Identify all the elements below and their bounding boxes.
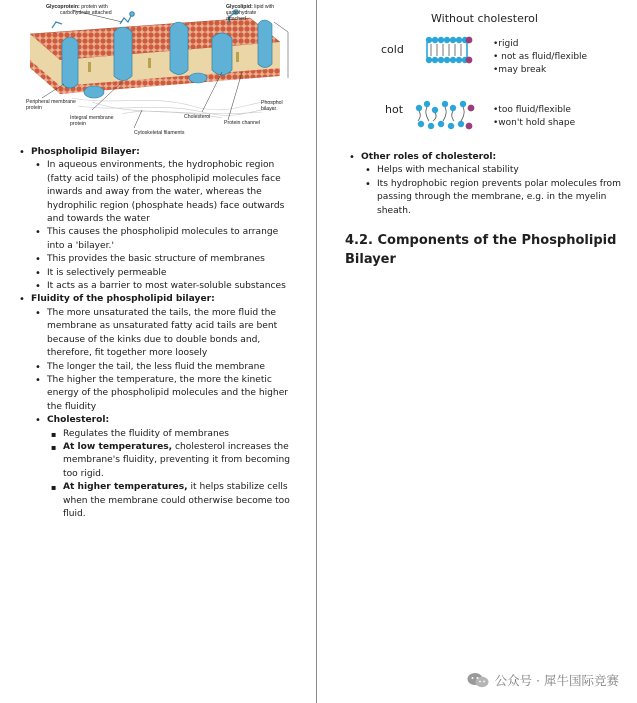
hot-label: hot (385, 103, 404, 116)
glycolipid-label: lipid with (254, 4, 275, 10)
fluid-mosaic-membrane-diagram (22, 2, 292, 140)
peripheral-protein-label-line2: protein (26, 105, 42, 111)
cholesterol-heading: Cholesterol: (47, 415, 110, 426)
glycoprotein-label: protein with (81, 4, 108, 10)
high-temp-text: it helps stabilize cells when the membrane could otherwise become too fluid. (63, 482, 290, 519)
cholesterol-sketch (317, 0, 637, 140)
cold-rigid-phospholipids (426, 37, 473, 64)
cold-note-may-break: •may break (493, 65, 547, 75)
list-item (47, 441, 295, 481)
glycoprotein-label-bold: Glycoprotein: (46, 4, 80, 10)
cholesterol-label: Cholesterol (184, 114, 211, 120)
protein-channel-label: Protein channel (224, 120, 261, 126)
list-item (349, 151, 631, 218)
list-item: • Helps with mechanical stability (361, 164, 631, 177)
bilayer-heading: Phospholipid Bilayer: (31, 147, 140, 157)
hot-note-too-fluid: •too fluid/flexible (493, 105, 571, 115)
list-item (31, 414, 295, 521)
list-item: • This provides the basic structure of membranes (31, 253, 295, 266)
list-item: • Its hydrophobic region prevents polar molecules from passing through the membrane, e.g. in the myelin sheath. (361, 178, 631, 218)
left-notes (19, 146, 295, 521)
list-item: • The more unsaturated the tails, the more fluid the membrane as unsaturated fatty acid tails are bent because of the kinks due to double bonds and, therefore, fit together more loosely (31, 307, 295, 361)
glycolipid-label-bold: Glycolipid: (226, 4, 253, 10)
glycoprotein-label-line2: carbohydrate attached (60, 10, 112, 16)
list-item: • It is selectively permeable (31, 267, 295, 280)
high-temp-bold: At higher temperatures, (63, 482, 188, 493)
list-item: • In aqueous environments, the hydrophobic region (fatty acid tails) of the phospholipid molecules face inwards and away from the water, whereas the hydrophilic region (phosphate heads) face outwards and towards the water (31, 159, 295, 226)
section-heading: 4.2. Components of the Phospholipid Bilayer (345, 233, 617, 267)
list-item: • The higher the temperature, the more the kinetic energy of the phospholipid molecules and the higher the fluidity (31, 374, 295, 414)
list-item: • This causes the phospholipid molecules to arrange into a 'bilayer.' (31, 226, 295, 253)
low-temp-bold: At low temperatures, (63, 441, 173, 452)
cold-note-not-fluid: • not as fluid/flexible (493, 52, 588, 62)
watermark (467, 671, 619, 689)
list-item (19, 146, 295, 293)
glycolipid-label-line3: attached (226, 16, 246, 22)
right-column (317, 0, 637, 703)
sketch-title: Without cholesterol (431, 12, 538, 25)
list-item: ▪ Regulates the fluidity of membranes (47, 428, 295, 441)
integral-protein-label-line2: protein (70, 121, 86, 127)
list-item: • It acts as a barrier to most water-soluble substances (31, 280, 295, 293)
list-item (19, 293, 295, 521)
left-column (0, 0, 316, 703)
peripheral-protein-label: Peripheral membrane (26, 99, 76, 105)
list-item (47, 481, 295, 521)
integral-protein-label: Integral membrane (70, 115, 114, 121)
phospholipid-bilayer-label-line2: bilayer (261, 106, 277, 112)
glycolipid-label-line2: carbohydrate (226, 10, 257, 16)
cold-label: cold (381, 43, 404, 56)
watermark-text: 公众号 · 犀牛国际竞赛 (494, 673, 619, 688)
phospholipid-bilayer-label: Phosphol (261, 100, 283, 106)
wechat-icon (467, 672, 489, 688)
cold-note-rigid: •rigid (493, 39, 519, 49)
hot-fluid-phospholipids (416, 101, 475, 130)
fluidity-heading: Fluidity of the phospholipid bilayer: (31, 294, 215, 305)
cytoskeletal-filaments-label: Cytoskeletal filaments (134, 130, 185, 136)
hot-note-wont-hold: •won't hold shape (493, 118, 576, 128)
list-item: • The longer the tail, the less fluid the membrane (31, 361, 295, 374)
right-notes (349, 151, 631, 218)
other-roles-heading: Other roles of cholesterol: (361, 152, 497, 162)
low-temp-text: cholesterol increases the membrane's fluidity, preventing it from becoming too rigid. (63, 441, 290, 479)
